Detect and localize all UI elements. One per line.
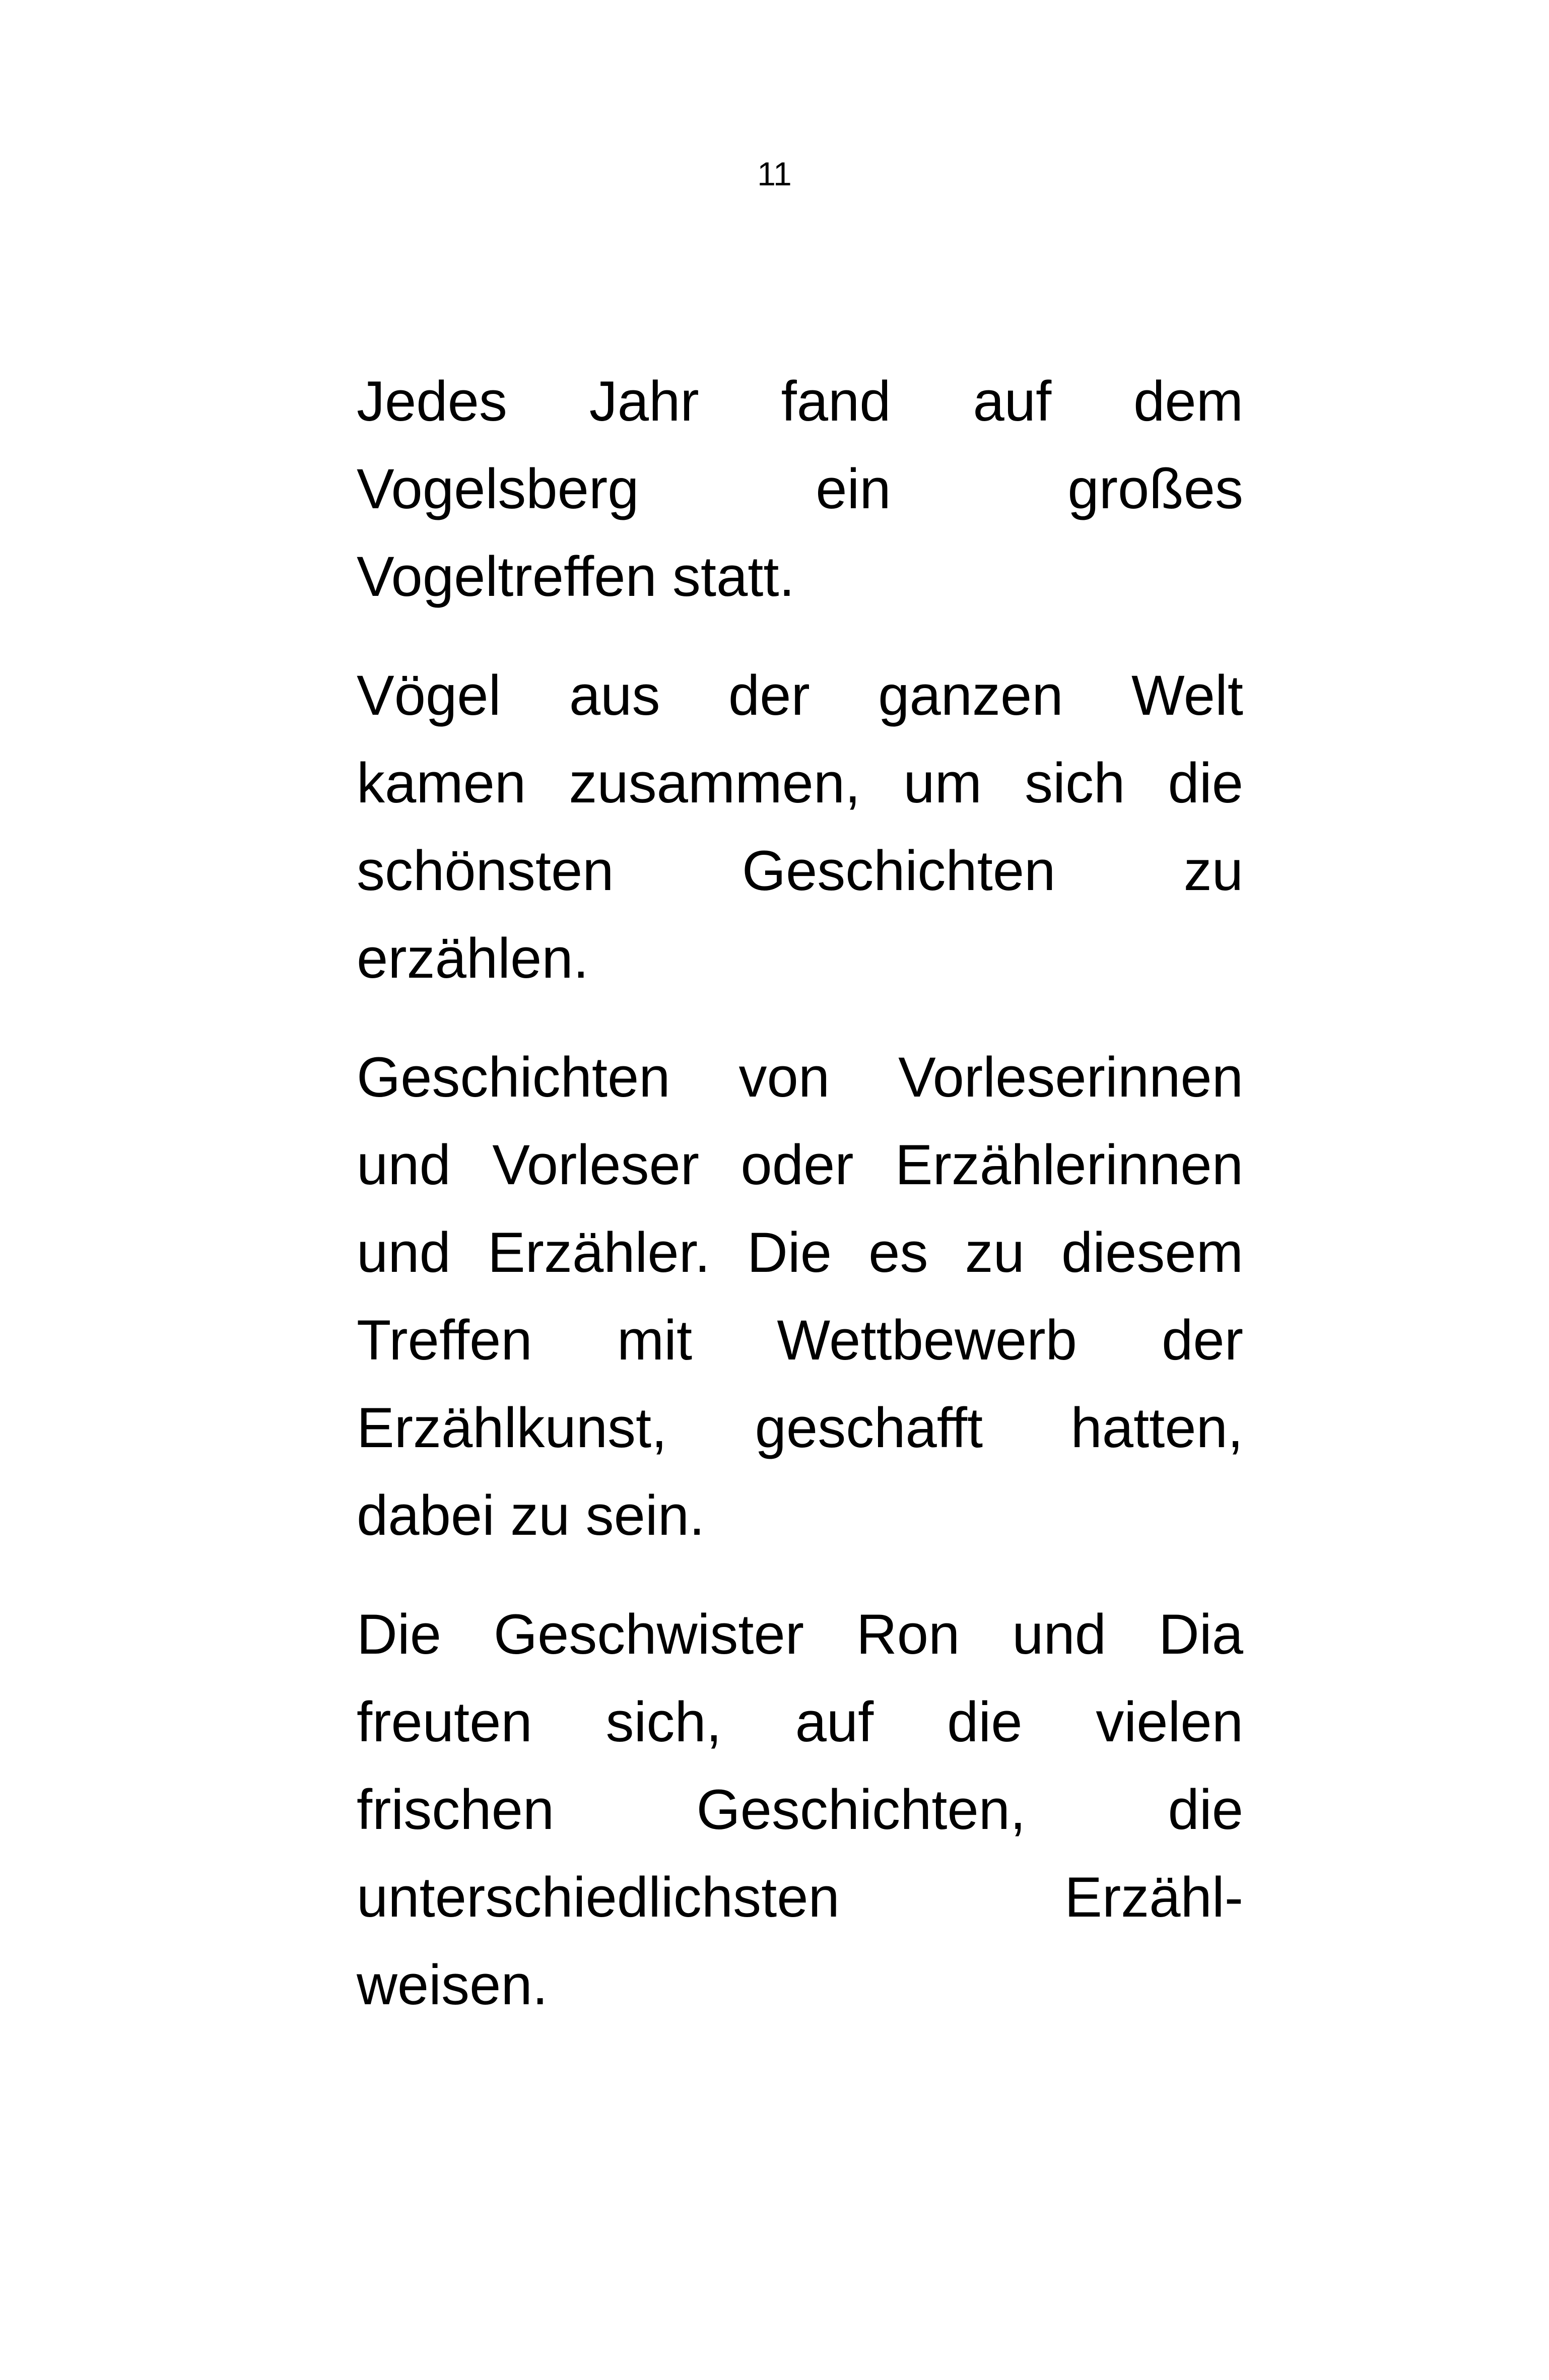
text-line: erzählen. [357, 927, 589, 990]
text-line: Vogeltreffen statt. [357, 545, 795, 608]
text-line: frischen Geschichten, die [357, 1778, 1243, 1841]
paragraph-1 [357, 358, 1243, 621]
paragraph-3 [357, 1034, 1243, 1559]
text-line: Erzählkunst, geschafft hatten, [357, 1396, 1243, 1459]
text-line: weisen. [357, 1953, 548, 2016]
body-text [357, 358, 1243, 2029]
page-number: 11 [757, 155, 792, 192]
text-line: Vögel aus der ganzen Welt [357, 664, 1243, 727]
text-line: dabei zu sein. [357, 1484, 705, 1547]
text-line: kamen zusammen, um sich die [357, 752, 1243, 814]
text-line: schönsten Geschichten zu [357, 839, 1243, 902]
text-line: und Erzähler. Die es zu diesem [357, 1221, 1243, 1284]
paragraph-4 [357, 1591, 1243, 2029]
text-line: freuten sich, auf die vielen [357, 1690, 1243, 1753]
text-line: Jedes Jahr fand auf dem [357, 370, 1243, 433]
text-line: und Vorleser oder Erzählerinnen [357, 1133, 1243, 1196]
text-line: Die Geschwister Ron und Dia [357, 1603, 1243, 1666]
text-line: Vogelsberg ein großes [357, 457, 1243, 520]
text-line: Geschichten von Vorleserinnen [357, 1046, 1243, 1109]
paragraph-2 [357, 652, 1243, 1002]
text-line: unterschiedlichsten Erzähl- [357, 1866, 1243, 1929]
text-line: Treffen mit Wettbewerb der [357, 1309, 1243, 1372]
